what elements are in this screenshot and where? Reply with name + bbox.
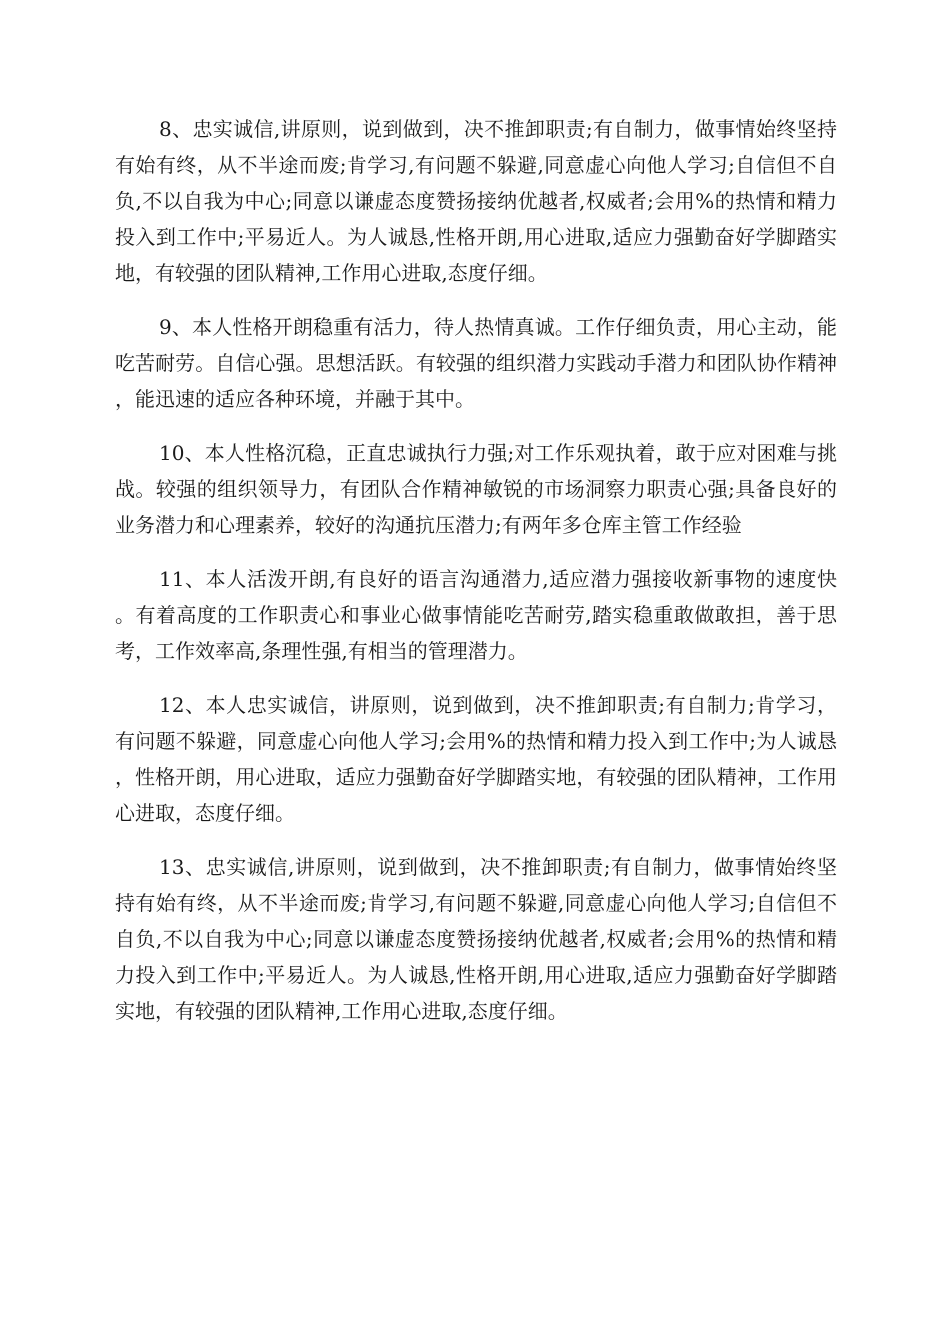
paragraph-8: 8、忠实诚信,讲原则，说到做到，决不推卸职责;有自制力，做事情始终坚持有始有终，从不半途而废;肯学习,有问题不躲避,同意虚心向他人学习;自信但不自负,不以自我为中心;同意以谦虚态度赞扬接纳优越者,权威者;会用%的热情和精力投入到工作中;平易近人。为人诚恳,性格开朗,用心进取,适应力强勤奋好学脚踏实地，有较强的团队精神,工作用心进取,态度仔细。 [115, 117, 837, 285]
paragraph-13: 13、忠实诚信,讲原则，说到做到，决不推卸职责;有自制力，做事情始终坚持有始有终，从不半途而废;肯学习,有问题不躲避,同意虚心向他人学习;自信但不自负,不以自我为中心;同意以谦虚态度赞扬接纳优越者,权威者;会用%的热情和精力投入到工作中;平易近人。为人诚恳,性格开朗,用心进取,适应力强勤奋好学脚踏实地，有较强的团队精神,工作用心进取,态度仔细。 [115, 855, 837, 1023]
document-body [115, 111, 837, 1047]
paragraph-9: 9、本人性格开朗稳重有活力，待人热情真诚。工作仔细负责，用心主动，能吃苦耐劳。自信心强。思想活跃。有较强的组织潜力实践动手潜力和团队协作精神，能迅速的适应各种环境，并融于其中。 [115, 315, 837, 411]
paragraph-11: 11、本人活泼开朗,有良好的语言沟通潜力,适应潜力强接收新事物的速度快。有着高度的工作职责心和事业心做事情能吃苦耐劳,踏实稳重敢做敢担，善于思考，工作效率高,条理性强,有相当的管理潜力。 [115, 567, 837, 663]
paragraph-10: 10、本人性格沉稳，正直忠诚执行力强;对工作乐观执着，敢于应对困难与挑战。较强的组织领导力，有团队合作精神敏锐的市场洞察力职责心强;具备良好的业务潜力和心理素养，较好的沟通抗压潜力;有两年多仓库主管工作经验 [115, 441, 837, 537]
paragraph-12: 12、本人忠实诚信，讲原则，说到做到，决不推卸职责;有自制力;肯学习，有问题不躲避，同意虚心向他人学习;会用%的热情和精力投入到工作中;为人诚恳，性格开朗，用心进取，适应力强勤奋好学脚踏实地，有较强的团队精神，工作用心进取，态度仔细。 [115, 693, 837, 825]
